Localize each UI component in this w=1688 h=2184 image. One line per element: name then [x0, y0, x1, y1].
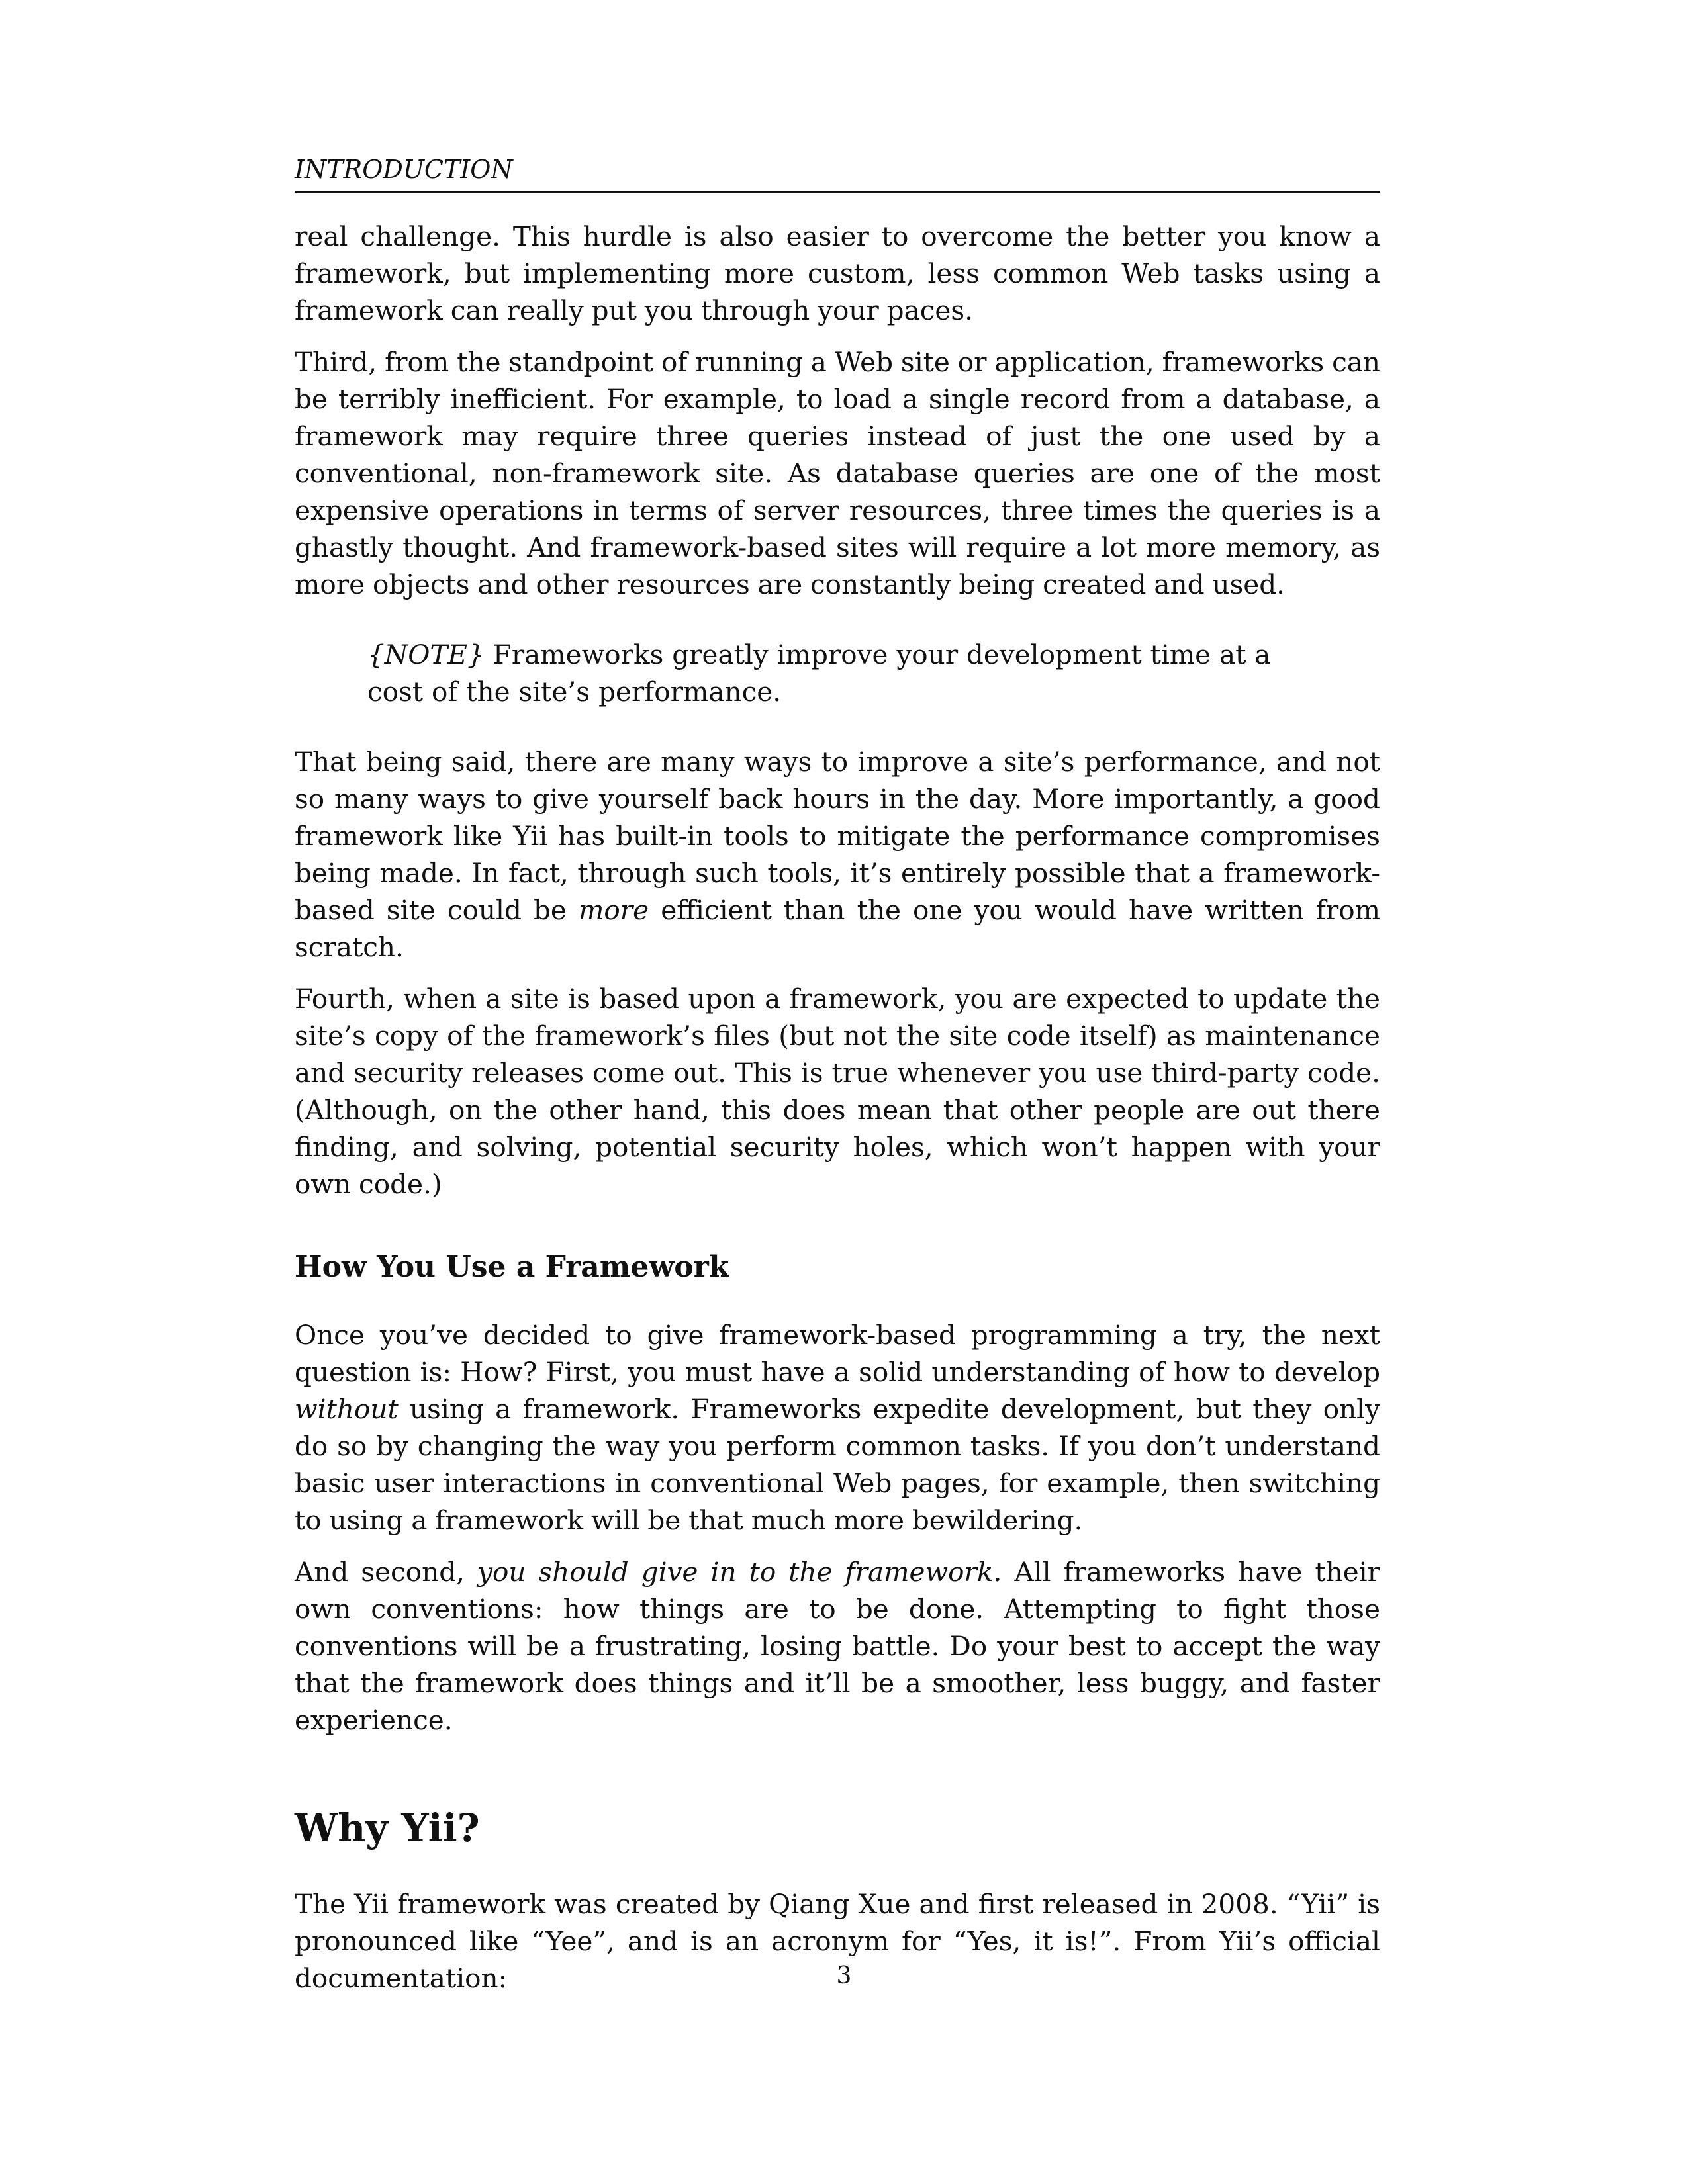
paragraph-that-being-said — [295, 743, 1380, 966]
paragraph-that-being-said-part1: That being said, there are many ways to improve a site’s performance, and not so many ways to give yourself back hours in the day. More importantly, a good framework like Yii has built-in tools to mitigate the performance compromises being made. In fact, through such tools, it’s entirely possible that a framework-based site could be — [295, 746, 1380, 926]
emphasis-without: without — [295, 1393, 399, 1425]
running-head: INTRODUCTION — [295, 152, 1380, 193]
paragraph-third: Third, from the standpoint of running a Web site or application, frameworks can be terribly inefficient. For example, to load a single record from a database, a framework may require three queries instead of just the one used by a conventional, non-framework site. As database queries are one of the most expensive operations in terms of server resources, three times the queries is a ghastly thought. And framework-based sites will require a lot more memory, as more objects and other resources are constantly being created and used. — [295, 346, 1380, 600]
paragraph-that-being-said-part2: efficient than the one you would have written from scratch. — [295, 894, 1380, 963]
section-title: Why Yii? — [295, 1805, 480, 1850]
emphasis-give-in: you should give in to the framework. — [477, 1556, 1002, 1588]
paragraph-and-second — [295, 1553, 1380, 1739]
paragraph-and-second-part2: All frameworks have their own conventions: how things are to be done. Attempting to fight those conventions will be a frustrating, losing battle. Do your best to accept the way that the framework does things and it’ll be a smoother, less buggy, and faster experience. — [295, 1556, 1380, 1736]
paragraph-and-second-part1: And second, — [295, 1556, 478, 1588]
paragraph-yii-intro: The Yii framework was created by Qiang Xue and first released in 2008. “Yii” is pronounced like “Yee”, and is an acronym for “Yes, it is!”. From Yii’s official documentation: — [295, 1888, 1380, 1994]
paragraph-real-challenge: real challenge. This hurdle is also easier to overcome the better you know a framework, but implementing more custom, less common Web tasks using a framework can really put you through your paces. — [295, 220, 1380, 326]
note-label: {NOTE} — [367, 639, 485, 670]
page-number: 3 — [836, 1962, 852, 1989]
paragraph-once-part2: using a framework. Frameworks expedite development, but they only do so by changing the way you perform common tasks. If you don’t understand basic user interactions in conventional Web pages, for example, then switching to using a framework will be that much more bewildering. — [295, 1393, 1380, 1536]
emphasis-more: more — [578, 894, 649, 926]
subsection-title: How You Use a Framework — [295, 1250, 729, 1284]
paragraph-fourth: Fourth, when a site is based upon a framework, you are expected to update the site’s copy of the framework’s files (but not the site code itself) as maintenance and security releases come out. This is true whenever you use third-party code. (Although, on the other hand, this does mean that other people are out there finding, and solving, potential security holes, which won’t happen with your own code.) — [295, 983, 1380, 1200]
page-content — [295, 152, 1380, 2011]
paragraph-once-part1: Once you’ve decided to give framework-based programming a try, the next question is: How? First, you must have a solid understanding of how to develop — [295, 1319, 1380, 1388]
note-text: Frameworks greatly improve your development time at a cost of the site’s performance. — [367, 639, 1271, 707]
paragraph-once-youve-decided — [295, 1316, 1380, 1539]
note-block — [367, 636, 1307, 710]
